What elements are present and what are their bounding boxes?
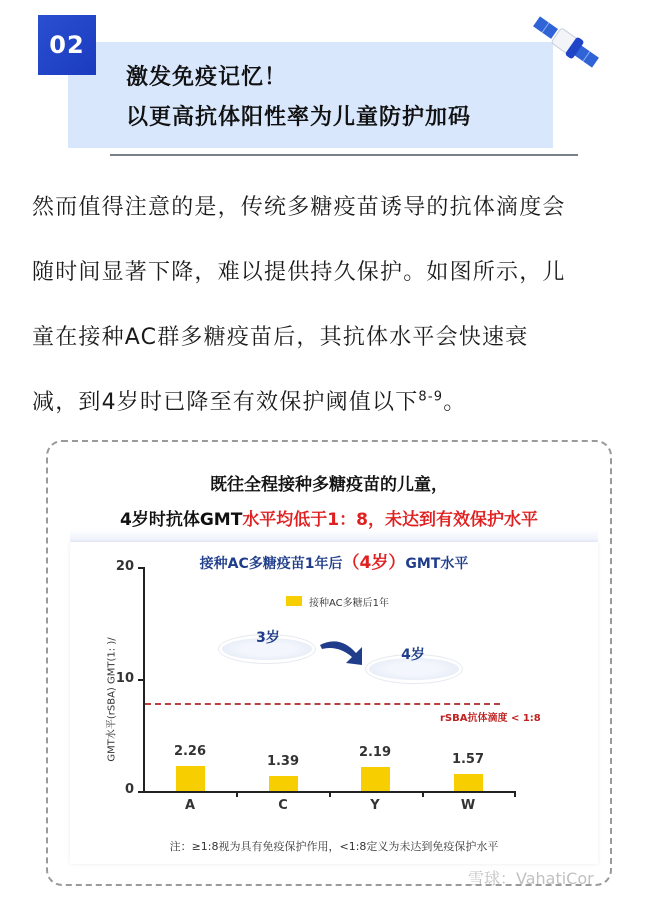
paragraph-line-3: 童在接种AC群多糖疫苗后，其抗体水平会快速衰 (32, 325, 529, 350)
legend-label: 接种AC多糖后1年 (309, 598, 390, 609)
y-tick (138, 679, 144, 681)
figure-heading-1: 既往全程接种多糖疫苗的儿童， (210, 475, 448, 495)
age-label-3: 3岁 (256, 630, 280, 646)
figure-note: 注：≥1:8视为具有免疫保护作用，<1:8定义为未达到免疫保护水平 (169, 840, 499, 853)
bar-w (454, 774, 483, 791)
x-label: Y (370, 798, 380, 813)
x-tick (514, 791, 516, 797)
paragraph-line-1: 然而值得注意的是，传统多糖疫苗诱导的抗体滴度会 (32, 195, 566, 220)
bar-value: 1.39 (266, 754, 300, 769)
x-tick (329, 791, 331, 797)
paragraph-line-2: 随时间显著下降，难以提供持久保护。如图所示，儿 (32, 260, 566, 285)
citation: 8-9 (418, 389, 444, 405)
legend-swatch (286, 596, 302, 606)
chart-title: 接种AC多糖疫苗1年后（4岁）GMT水平 (199, 553, 469, 573)
section-title-line-1: 激发免疫记忆！ (126, 65, 288, 90)
bar-value: 1.57 (451, 752, 485, 767)
x-label: A (184, 798, 196, 813)
x-label: W (460, 798, 476, 813)
bar-c (269, 776, 298, 791)
paragraph-line-4: 减，到4岁时已降至有效保护阈值以下$^{8-9}$。 (32, 389, 467, 415)
y-tick-label: 20 (115, 559, 134, 574)
threshold-line (145, 703, 500, 705)
section-number-badge: 02 (38, 15, 96, 75)
section-title-line-2: 以更高抗体阳性率为儿童防护加码 (126, 105, 472, 130)
y-axis-title: GMT水平(rSBA) GMT(1: )/ (106, 637, 118, 762)
title-box (68, 42, 553, 148)
y-tick (138, 791, 144, 793)
bar-y (361, 767, 390, 791)
bar-value: 2.19 (358, 745, 392, 760)
y-tick (138, 567, 144, 569)
curved-arrow-icon (318, 637, 368, 667)
watermark: 雪球：VahatiCor (468, 869, 594, 888)
x-label: C (278, 798, 288, 813)
x-tick (422, 791, 424, 797)
y-tick-label: 0 (124, 782, 134, 797)
threshold-label: rSBA抗体滴度 < 1:8 (440, 713, 541, 724)
x-tick (236, 791, 238, 797)
y-tick-label: 10 (115, 671, 134, 686)
satellite-icon (528, 14, 604, 70)
bar-value: 2.26 (173, 744, 207, 759)
age-label-4: 4岁 (401, 647, 425, 663)
figure-heading-2: 4岁时抗体GMT水平均低于1：8，未达到有效保护水平 (120, 510, 538, 530)
bar-a (176, 766, 205, 791)
title-underline-divider (110, 154, 578, 156)
